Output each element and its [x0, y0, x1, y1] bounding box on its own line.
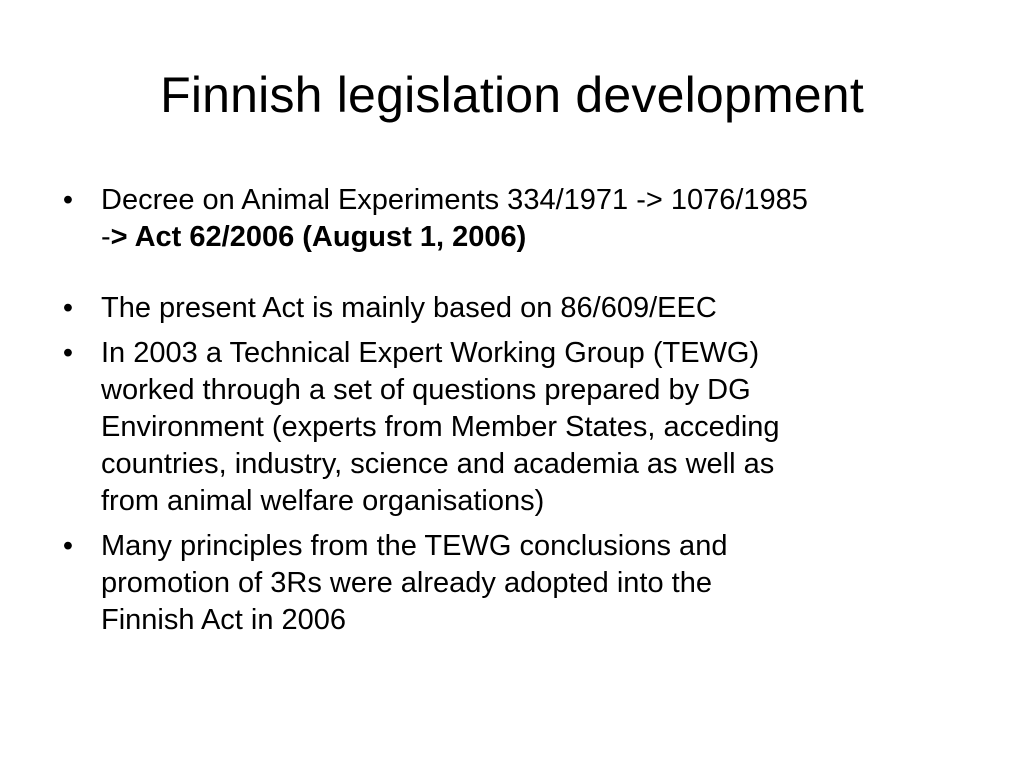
bullet-line: Environment (experts from Member States, acceding	[101, 411, 780, 443]
bullet-dot-icon: •	[62, 337, 74, 369]
bullet-dot-icon: •	[62, 184, 74, 216]
bullet-dot-icon: •	[62, 530, 74, 562]
bullet-line: Many principles from the TEWG conclusions and	[101, 530, 728, 562]
bullet-line: Decree on Animal Experiments 334/1971 -> 1076/1985	[101, 184, 808, 216]
bullet-item-principles	[58, 528, 978, 639]
bullet-line: worked through a set of questions prepared by DG	[101, 374, 751, 406]
bullet-item-present-act	[58, 290, 978, 327]
bullet-dot-icon: •	[62, 292, 74, 324]
bullet-line: The present Act is mainly based on 86/609/EEC	[101, 292, 717, 324]
bullet-line-prefix: -	[101, 221, 111, 253]
bullet-item-tewg-2003	[58, 335, 978, 520]
bullet-line: promotion of 3Rs were already adopted into the	[101, 567, 712, 599]
bullet-line: In 2003 a Technical Expert Working Group (TEWG)	[101, 337, 760, 369]
bullet-list	[58, 182, 978, 639]
bullet-line: Finnish Act in 2006	[101, 604, 347, 636]
bullet-line-bold: > Act 62/2006 (August 1, 2006)	[110, 221, 527, 253]
bullet-line: from animal welfare organisations)	[101, 485, 545, 517]
bullet-line: countries, industry, science and academia as well as	[101, 448, 775, 480]
slide-title: Finnish legislation development	[160, 67, 864, 123]
bullet-item-decree	[58, 182, 978, 256]
